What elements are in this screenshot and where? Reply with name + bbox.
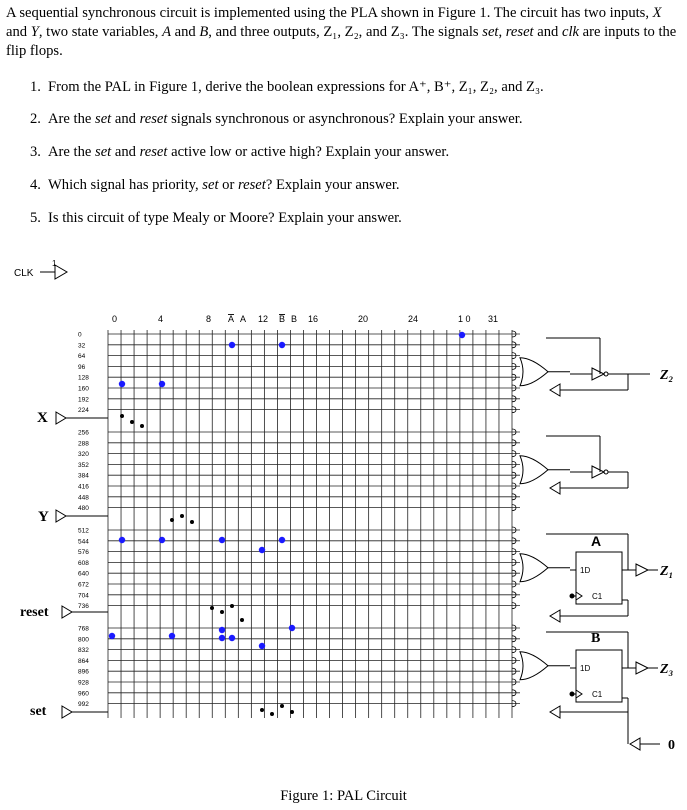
fuse-dot <box>259 643 265 649</box>
row-label: 224 <box>78 407 89 415</box>
ffa-c-label: C1 <box>592 592 603 601</box>
fuse-dot <box>180 514 184 518</box>
row-label: 128 <box>78 374 89 382</box>
fuse-dot <box>260 708 264 712</box>
row-label: 960 <box>78 690 89 698</box>
question-1: 1. From the PAL in Figure 1, derive the boolean expressions for A⁺, B⁺, Z₁, Z₂, and Z₃. <box>30 79 544 95</box>
row-label: 800 <box>78 636 89 644</box>
row-label: 416 <box>78 483 89 491</box>
fuse-dot <box>120 414 124 418</box>
figure-caption: Figure 1: PAL Circuit <box>280 788 407 804</box>
row-label: 768 <box>78 625 89 633</box>
pla-grid <box>108 330 520 718</box>
row-label: 256 <box>78 429 89 437</box>
clk-pin-number: 1 <box>52 259 57 268</box>
column-label: 16 <box>308 314 319 324</box>
or-gate-icon <box>520 358 548 386</box>
ffb-d-label: 1D <box>580 664 591 673</box>
question-2: 2. Are the set and reset signals synchronous or asynchronous? Explain your answer. <box>30 111 523 127</box>
fuse-dot <box>170 518 174 522</box>
z3-buffer-icon <box>636 662 648 674</box>
ffa-feedback-buffer-icon <box>550 610 560 622</box>
fuse-dot <box>230 604 234 608</box>
column-label: A <box>228 314 235 324</box>
column-label: 0 <box>112 314 118 324</box>
fuse-dot <box>119 537 125 543</box>
row-label: 32 <box>78 342 86 350</box>
column-label: 31 <box>488 314 499 324</box>
clk-label: CLK <box>14 268 34 279</box>
fuse-dot <box>290 710 294 714</box>
column-label: B <box>291 314 298 324</box>
fuse-dot <box>210 606 214 610</box>
fuse-dot <box>140 424 144 428</box>
input-set <box>30 704 108 719</box>
reset-buffer-icon <box>62 606 72 618</box>
z2-label: Z₂ <box>660 368 674 383</box>
svg-text:reset: reset <box>20 605 49 620</box>
row-label: 192 <box>78 396 89 404</box>
row-label: 928 <box>78 679 89 687</box>
ffb-clock-icon <box>576 690 582 698</box>
ffa-clock-icon <box>576 592 582 600</box>
row-label: 352 <box>78 461 89 469</box>
ffb-name: B <box>591 631 601 646</box>
row-label: 864 <box>78 657 89 665</box>
ffb-c-label: C1 <box>592 690 603 699</box>
x-buffer-icon <box>56 412 66 424</box>
fuse-dot <box>229 342 235 348</box>
row-label: 672 <box>78 581 89 589</box>
question-5: 5. Is this circuit of type Mealy or Moore? Explain your answer. <box>30 210 402 226</box>
question-4: 4. Which signal has priority, set or reset? Explain your answer. <box>30 177 400 193</box>
row-label: 896 <box>78 668 89 676</box>
input-y <box>38 509 108 525</box>
row-label: 384 <box>78 472 89 480</box>
fuse-dot <box>159 381 165 387</box>
input-x <box>37 410 108 426</box>
fuse-dot <box>219 635 225 641</box>
or-gate-icon <box>520 456 548 484</box>
row-label: 64 <box>78 353 86 361</box>
y-buffer-icon <box>56 510 66 522</box>
fuse-dot <box>130 420 134 424</box>
z1-label: Z₁ <box>660 564 674 579</box>
ffa-d-label: 1D <box>580 566 591 575</box>
column-label: B <box>279 314 286 324</box>
fuse-dot <box>459 332 465 338</box>
column-label: 20 <box>358 314 369 324</box>
fuse-dot <box>219 627 225 633</box>
fuse-dot <box>190 520 194 524</box>
row-label: 448 <box>78 494 89 502</box>
fuse-dot <box>259 547 265 553</box>
row-label: 160 <box>78 385 89 393</box>
question-3: 3. Are the set and reset active low or active high? Explain your answer. <box>30 144 450 160</box>
fuse-dot <box>109 633 115 639</box>
fuse-connections <box>109 332 465 716</box>
fuse-dot <box>119 381 125 387</box>
fuse-dot <box>279 342 285 348</box>
row-label: 736 <box>78 603 89 611</box>
row-label: 704 <box>78 592 89 600</box>
z3-label: Z₃ <box>660 662 674 677</box>
row-label: 608 <box>78 559 89 567</box>
row-label: 320 <box>78 451 89 459</box>
or-gate-icon <box>520 652 548 680</box>
column-label: 12 <box>258 314 269 324</box>
fuse-dot <box>289 625 295 631</box>
ffb-feedback-buffer-icon <box>550 706 560 718</box>
ffa-name: A <box>591 533 602 549</box>
or-gates <box>512 331 570 707</box>
row-label: 288 <box>78 440 89 448</box>
row-label: 544 <box>78 538 89 546</box>
fuse-dot <box>240 618 244 622</box>
or-gate-icon <box>520 554 548 582</box>
intro-paragraph: A sequential synchronous circuit is implemented using the PLA shown in Figure 1. The circuit has two inputs, X and Y, two state variables, A and B, and three outputs, Z₁, Z₂, and Z₃. The signals set, reset and clk are inputs to the flip flops. <box>6 5 677 59</box>
output-stage <box>546 338 660 750</box>
block2-feedback-buffer-icon <box>550 482 560 494</box>
fuse-dot <box>229 635 235 641</box>
row-label: 512 <box>78 527 89 535</box>
fuse-dot <box>270 712 274 716</box>
svg-text:set: set <box>30 704 47 719</box>
column-label: 24 <box>408 314 419 324</box>
row-label: 992 <box>78 701 89 709</box>
fuse-dot <box>220 610 224 614</box>
row-label: 96 <box>78 363 86 371</box>
column-label: A <box>240 314 247 324</box>
column-label: 1 0 <box>458 314 471 324</box>
column-labels <box>112 314 498 324</box>
row-label: 480 <box>78 505 89 513</box>
constant-zero-label: 0 <box>668 738 675 753</box>
svg-text:Y: Y <box>38 509 49 525</box>
column-label: 8 <box>206 314 212 324</box>
zero-buffer-icon <box>630 738 640 750</box>
svg-text:X: X <box>37 410 48 426</box>
input-reset <box>20 605 108 620</box>
z2-inverter-icon <box>592 368 604 380</box>
fuse-dot <box>219 537 225 543</box>
row-label: 576 <box>78 549 89 557</box>
fuse-dot <box>159 537 165 543</box>
fuse-dot <box>169 633 175 639</box>
row-label: 640 <box>78 570 89 578</box>
row-labels <box>78 332 89 709</box>
set-buffer-icon <box>62 706 72 718</box>
fuse-dot <box>279 537 285 543</box>
row-label: 0 <box>78 331 82 339</box>
row-label: 832 <box>78 647 89 655</box>
fuse-dot <box>280 704 284 708</box>
clk-buffer-icon <box>55 265 67 279</box>
z1-buffer-icon <box>636 564 648 576</box>
z2-feedback-buffer-icon <box>550 384 560 396</box>
block2-inverter-icon <box>592 466 604 478</box>
column-label: 4 <box>158 314 164 324</box>
